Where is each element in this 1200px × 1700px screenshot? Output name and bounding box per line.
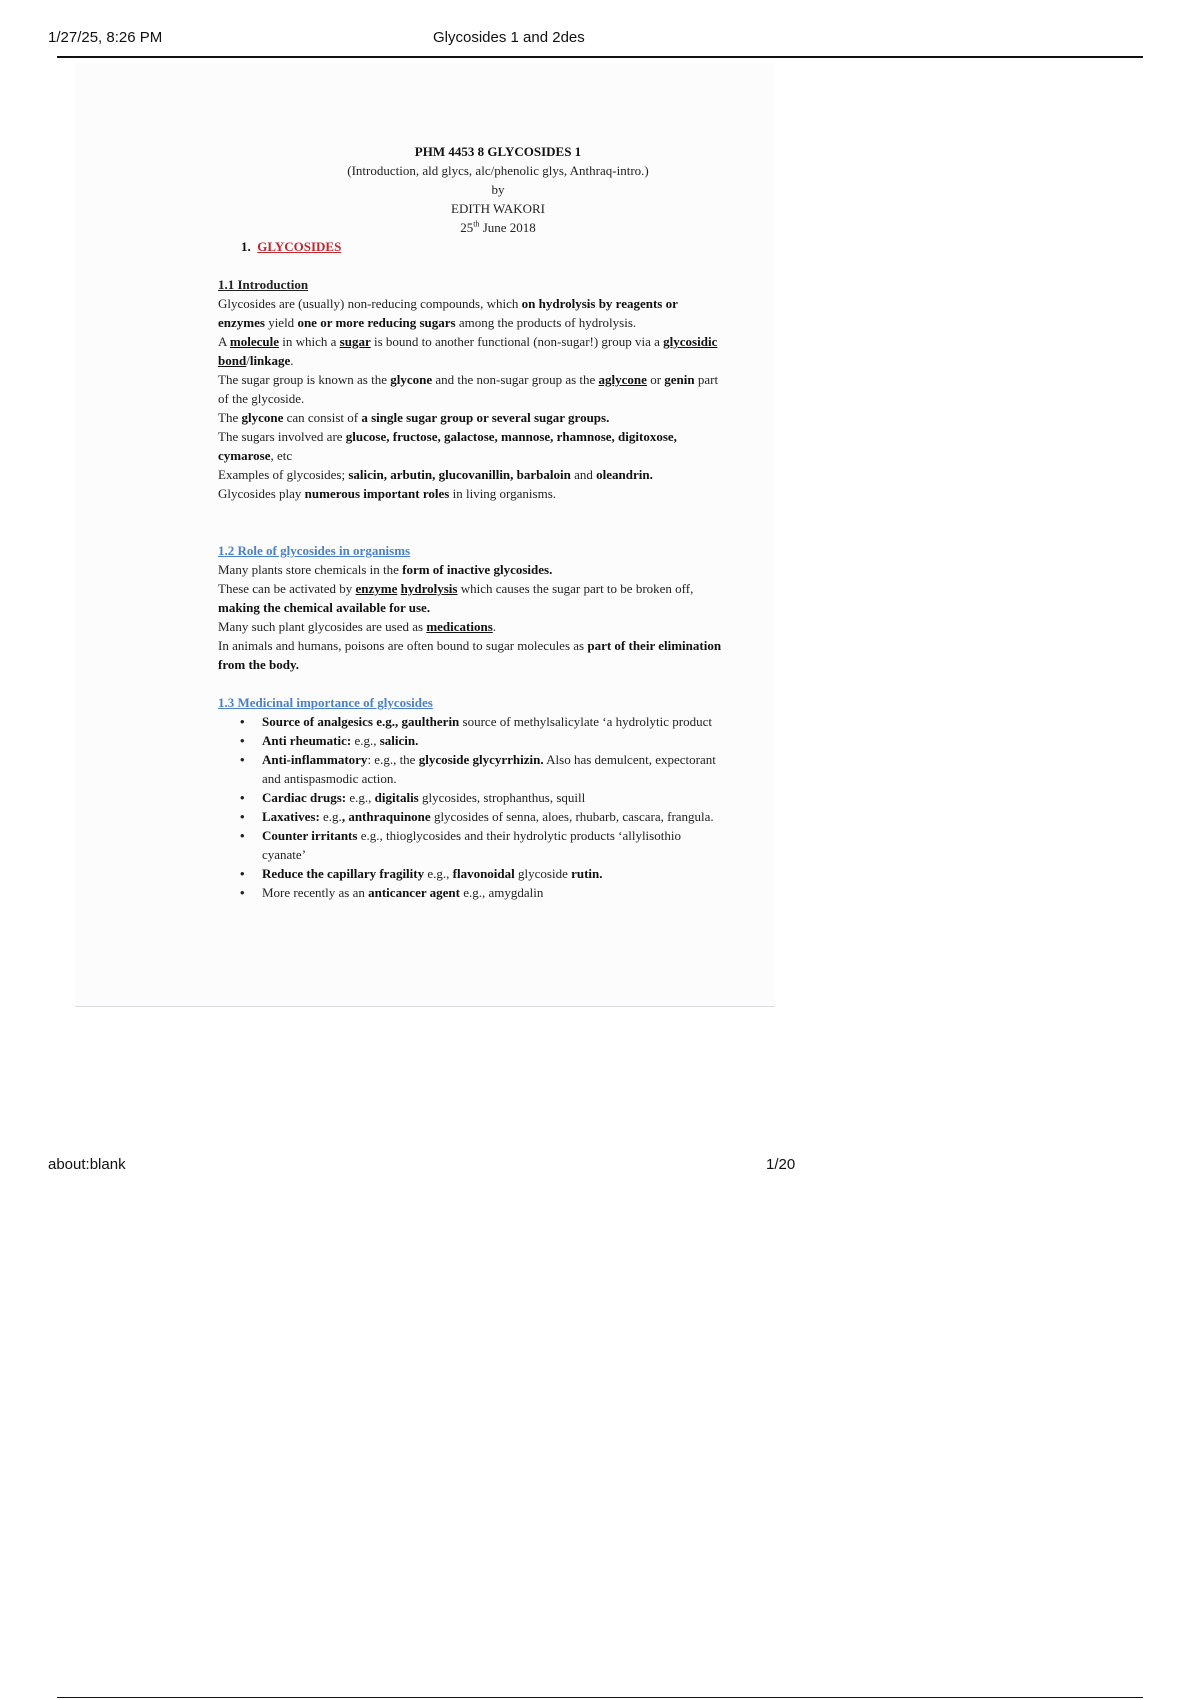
- role-line: In animals and humans, poisons are often bound to sugar molecules as part of their elimination: [218, 638, 722, 653]
- intro-line: The sugar group is known as the glycone and the non-sugar group as the aglycone or genin part: [218, 372, 719, 387]
- intro-section: [218, 275, 778, 503]
- list-item: • Anti-inflammatory: e.g., the glycoside glycyrrhizin. Also has demulcent, expectorant and antispasmodic action.: [218, 750, 778, 788]
- intro-line: The sugars involved are glucose, fructose, galactose, mannose, rhamnose, digitoxose,: [218, 429, 677, 444]
- intro-line: The glycone can consist of a single sugar group or several sugar groups.: [218, 410, 610, 425]
- medicinal-list: [218, 712, 778, 902]
- role-line: Many such plant glycosides are used as medications.: [218, 619, 497, 634]
- role-line: Many plants store chemicals in the form of inactive glycosides.: [218, 562, 553, 577]
- role-section: [218, 541, 778, 674]
- author-name: EDITH WAKORI: [451, 201, 545, 216]
- medicinal-heading: 1.3 Medicinal importance of glycosides: [218, 695, 433, 710]
- intro-line: enzymes yield one or more reducing sugars among the products of hydrolysis.: [218, 315, 637, 330]
- print-page-indicator: 1/20: [766, 1156, 796, 1173]
- list-item: • Reduce the capillary fragility e.g., flavonoidal glycoside rutin.: [218, 864, 778, 883]
- list-item: • Anti rheumatic: e.g., salicin.: [218, 731, 778, 750]
- intro-line: Glycosides are (usually) non-reducing compounds, which on hydrolysis by reagents or: [218, 296, 678, 311]
- list-item: • Cardiac drugs: e.g., digitalis glycosides, strophanthus, squill: [218, 788, 778, 807]
- intro-line: A molecule in which a sugar is bound to another functional (non-sugar!) group via a glycosidic: [218, 334, 718, 349]
- list-item: • Source of analgesics e.g., gaultherin source of methylsalicylate ‘a hydrolytic product: [218, 712, 778, 731]
- course-title: PHM 4453 8 GLYCOSIDES 1: [414, 144, 582, 159]
- role-line: from the body.: [218, 657, 300, 672]
- print-doc-title: Glycosides 1 and 2des: [433, 29, 585, 46]
- by-line: by: [491, 182, 505, 197]
- section-heading-glycosides: 1. GLYCOSIDES: [241, 239, 342, 254]
- bottom-rule: [57, 1697, 1143, 1698]
- role-line: These can be activated by enzyme hydrolysis which causes the sugar part to be broken off,: [218, 581, 694, 596]
- page-bottom-edge: [75, 1006, 775, 1007]
- list-item: • More recently as an anticancer agent e.g., amygdalin: [218, 883, 778, 902]
- intro-line: Examples of glycosides; salicin, arbutin, glucovanillin, barbaloin and oleandrin.: [218, 467, 653, 482]
- title-block: [218, 142, 778, 237]
- print-datetime: 1/27/25, 8:26 PM: [48, 29, 163, 46]
- course-subtitle: (Introduction, ald glycs, alc/phenolic glys, Anthraq-intro.): [347, 163, 649, 178]
- role-line: making the chemical available for use.: [218, 600, 431, 615]
- header-rule: [57, 56, 1143, 58]
- intro-line: of the glycoside.: [218, 391, 305, 406]
- medicinal-section: [218, 693, 778, 902]
- list-item: • Laxatives: e.g., anthraquinone glycosides of senna, aloes, rhubarb, cascara, frangula.: [218, 807, 778, 826]
- date-line: 25th June 2018: [460, 219, 536, 235]
- role-heading: 1.2 Role of glycosides in organisms: [218, 543, 411, 558]
- document-page: [75, 62, 775, 1007]
- intro-line: bond/linkage.: [218, 353, 294, 368]
- intro-line: cymarose, etc: [218, 448, 293, 463]
- print-url: about:blank: [48, 1156, 126, 1173]
- intro-line: Glycosides play numerous important roles in living organisms.: [218, 486, 557, 501]
- intro-heading: 1.1 Introduction: [218, 277, 309, 292]
- list-item: • Counter irritants e.g., thioglycosides and their hydrolytic products ‘allylisothio cyanate’: [218, 826, 778, 864]
